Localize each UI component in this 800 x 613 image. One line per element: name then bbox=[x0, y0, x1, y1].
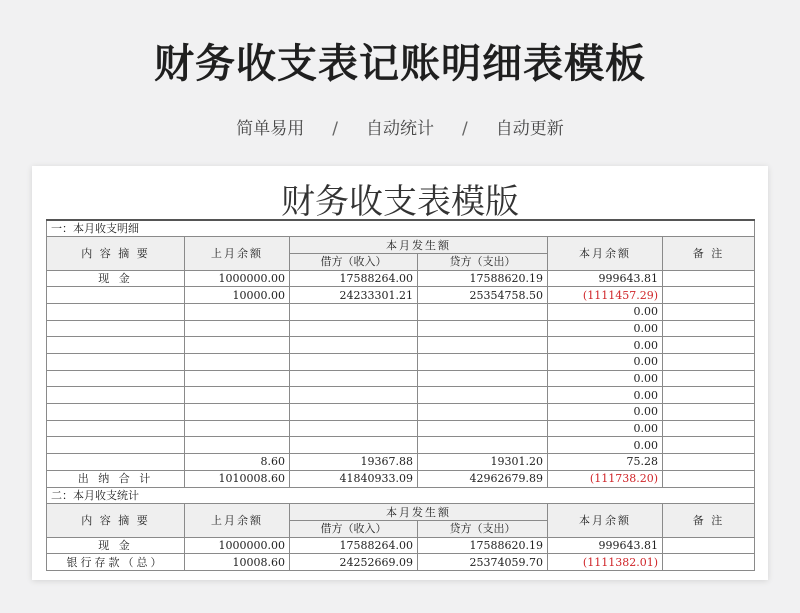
header-summary: 内 容 摘 要 bbox=[47, 237, 185, 270]
table-row bbox=[47, 320, 755, 337]
row-label[interactable] bbox=[47, 454, 185, 471]
table-row bbox=[47, 270, 755, 287]
cell-prev-balance[interactable]: 1000000.00 bbox=[185, 537, 290, 554]
tagline bbox=[0, 114, 800, 139]
cell-credit[interactable] bbox=[418, 437, 548, 454]
cell-current-balance[interactable]: (1111382.01) bbox=[548, 554, 663, 571]
table-row bbox=[47, 387, 755, 404]
row-label[interactable] bbox=[47, 370, 185, 387]
table-row bbox=[47, 437, 755, 454]
cell-remark[interactable] bbox=[663, 537, 755, 554]
cell-prev-balance[interactable] bbox=[185, 337, 290, 354]
cell-remark[interactable] bbox=[663, 337, 755, 354]
tag-auto-update: 自动更新 bbox=[495, 119, 564, 139]
cell-remark[interactable] bbox=[663, 437, 755, 454]
row-label[interactable] bbox=[47, 287, 185, 304]
row-label[interactable] bbox=[47, 354, 185, 371]
table-row bbox=[47, 303, 755, 320]
cell-credit[interactable] bbox=[418, 404, 548, 421]
tag-separator: / bbox=[332, 119, 338, 139]
cell-remark[interactable] bbox=[663, 420, 755, 437]
cell-credit[interactable] bbox=[418, 420, 548, 437]
header-summary: 内 容 摘 要 bbox=[47, 504, 185, 537]
table-row bbox=[47, 370, 755, 387]
cell-current-balance[interactable]: 999643.81 bbox=[548, 270, 663, 287]
cell-debit[interactable] bbox=[290, 370, 418, 387]
header-prev-balance: 上月余额 bbox=[185, 504, 290, 537]
cell-credit[interactable] bbox=[418, 354, 548, 371]
cell-prev-balance[interactable] bbox=[185, 320, 290, 337]
cell-remark[interactable] bbox=[663, 454, 755, 471]
cell-debit[interactable] bbox=[290, 404, 418, 421]
cell-prev-balance[interactable]: 10008.60 bbox=[185, 554, 290, 571]
table-row bbox=[47, 537, 755, 554]
cell-debit[interactable]: 17588264.00 bbox=[290, 537, 418, 554]
cell-debit[interactable] bbox=[290, 387, 418, 404]
row-label[interactable] bbox=[47, 320, 185, 337]
cell-credit[interactable]: 25374059.70 bbox=[418, 554, 548, 571]
cell-debit[interactable]: 41840933.09 bbox=[290, 470, 418, 487]
cell-remark[interactable] bbox=[663, 287, 755, 304]
cell-remark[interactable] bbox=[663, 320, 755, 337]
spreadsheet-preview bbox=[32, 166, 768, 580]
tag-auto-stats: 自动统计 bbox=[366, 119, 434, 139]
cell-current-balance[interactable]: (111738.20) bbox=[548, 470, 663, 487]
cell-remark[interactable] bbox=[663, 554, 755, 571]
cell-debit[interactable]: 24252669.09 bbox=[290, 554, 418, 571]
cell-prev-balance[interactable]: 10000.00 bbox=[185, 287, 290, 304]
row-label[interactable]: 银行存款（总） bbox=[47, 554, 185, 571]
cell-debit[interactable]: 17588264.00 bbox=[290, 270, 418, 287]
cell-prev-balance[interactable] bbox=[185, 387, 290, 404]
cell-current-balance[interactable]: 0.00 bbox=[548, 337, 663, 354]
cell-current-balance[interactable]: 0.00 bbox=[548, 320, 663, 337]
cell-prev-balance[interactable] bbox=[185, 354, 290, 371]
header-remark: 备 注 bbox=[663, 504, 755, 537]
cell-remark[interactable] bbox=[663, 303, 755, 320]
cell-credit[interactable] bbox=[418, 337, 548, 354]
header-debit: 借方（收入） bbox=[290, 520, 418, 537]
cell-current-balance[interactable]: 0.00 bbox=[548, 370, 663, 387]
row-label[interactable] bbox=[47, 337, 185, 354]
cell-current-balance[interactable]: (1111457.29) bbox=[548, 287, 663, 304]
section-title: 一：本月收支明细 bbox=[47, 220, 755, 237]
finance-table bbox=[46, 219, 755, 571]
row-label[interactable]: 出 纳 合 计 bbox=[47, 470, 185, 487]
cell-prev-balance[interactable]: 1000000.00 bbox=[185, 270, 290, 287]
table-row bbox=[47, 454, 755, 471]
header-credit: 贷方（支出） bbox=[418, 520, 548, 537]
cell-prev-balance[interactable] bbox=[185, 370, 290, 387]
header-credit: 贷方（支出） bbox=[418, 253, 548, 270]
row-label[interactable]: 现 金 bbox=[47, 270, 185, 287]
cell-prev-balance[interactable] bbox=[185, 437, 290, 454]
table-row bbox=[47, 337, 755, 354]
header-prev-balance: 上月余额 bbox=[185, 237, 290, 270]
row-label[interactable] bbox=[47, 303, 185, 320]
header-current-balance: 本月余额 bbox=[548, 237, 663, 270]
table-row bbox=[47, 287, 755, 304]
header-current-occurrence: 本月发生额 bbox=[290, 237, 548, 254]
row-label[interactable] bbox=[47, 387, 185, 404]
table-row bbox=[47, 354, 755, 371]
cell-debit[interactable] bbox=[290, 420, 418, 437]
sheet-title: 财务收支表模版 bbox=[281, 182, 519, 222]
cell-debit[interactable] bbox=[290, 354, 418, 371]
table-row bbox=[47, 404, 755, 421]
cell-current-balance[interactable]: 0.00 bbox=[548, 303, 663, 320]
cell-remark[interactable] bbox=[663, 404, 755, 421]
cell-debit[interactable] bbox=[290, 437, 418, 454]
table-row bbox=[47, 554, 755, 571]
cell-current-balance[interactable]: 0.00 bbox=[548, 387, 663, 404]
cell-debit[interactable]: 24233301.21 bbox=[290, 287, 418, 304]
cell-credit[interactable]: 25354758.50 bbox=[418, 287, 548, 304]
row-label[interactable] bbox=[47, 420, 185, 437]
cell-credit[interactable]: 42962679.89 bbox=[418, 470, 548, 487]
row-label[interactable] bbox=[47, 404, 185, 421]
cell-current-balance[interactable]: 999643.81 bbox=[548, 537, 663, 554]
cell-debit[interactable]: 19367.88 bbox=[290, 454, 418, 471]
header-current-occurrence: 本月发生额 bbox=[290, 504, 548, 521]
cell-current-balance[interactable]: 0.00 bbox=[548, 354, 663, 371]
tag-easy: 简单易用 bbox=[236, 119, 305, 139]
header-remark: 备 注 bbox=[663, 237, 755, 270]
cell-credit[interactable]: 19301.20 bbox=[418, 454, 548, 471]
cell-current-balance[interactable]: 0.00 bbox=[548, 437, 663, 454]
cell-remark[interactable] bbox=[663, 387, 755, 404]
cell-current-balance[interactable]: 0.00 bbox=[548, 404, 663, 421]
cell-prev-balance[interactable] bbox=[185, 420, 290, 437]
tag-separator: / bbox=[462, 119, 468, 139]
table-row bbox=[47, 470, 755, 487]
cell-credit[interactable]: 17588620.19 bbox=[418, 537, 548, 554]
header-current-balance: 本月余额 bbox=[548, 504, 663, 537]
cell-prev-balance[interactable] bbox=[185, 303, 290, 320]
cell-remark[interactable] bbox=[663, 270, 755, 287]
cell-remark[interactable] bbox=[663, 354, 755, 371]
cell-credit[interactable] bbox=[418, 370, 548, 387]
cell-debit[interactable] bbox=[290, 303, 418, 320]
cell-prev-balance[interactable] bbox=[185, 404, 290, 421]
cell-prev-balance[interactable]: 8.60 bbox=[185, 454, 290, 471]
cell-remark[interactable] bbox=[663, 470, 755, 487]
cell-current-balance[interactable]: 75.28 bbox=[548, 454, 663, 471]
header-debit: 借方（收入） bbox=[290, 253, 418, 270]
table-row bbox=[47, 420, 755, 437]
cell-debit[interactable] bbox=[290, 320, 418, 337]
cell-credit[interactable]: 17588620.19 bbox=[418, 270, 548, 287]
cell-credit[interactable] bbox=[418, 387, 548, 404]
cell-debit[interactable] bbox=[290, 337, 418, 354]
row-label[interactable] bbox=[47, 437, 185, 454]
page-title: 财务收支表记账明细表模板 bbox=[154, 41, 646, 87]
cell-remark[interactable] bbox=[663, 370, 755, 387]
cell-current-balance[interactable]: 0.00 bbox=[548, 420, 663, 437]
cell-credit[interactable] bbox=[418, 303, 548, 320]
row-label[interactable]: 现 金 bbox=[47, 537, 185, 554]
section-title: 二：本月收支统计 bbox=[47, 487, 755, 504]
cell-prev-balance[interactable]: 1010008.60 bbox=[185, 470, 290, 487]
cell-credit[interactable] bbox=[418, 320, 548, 337]
